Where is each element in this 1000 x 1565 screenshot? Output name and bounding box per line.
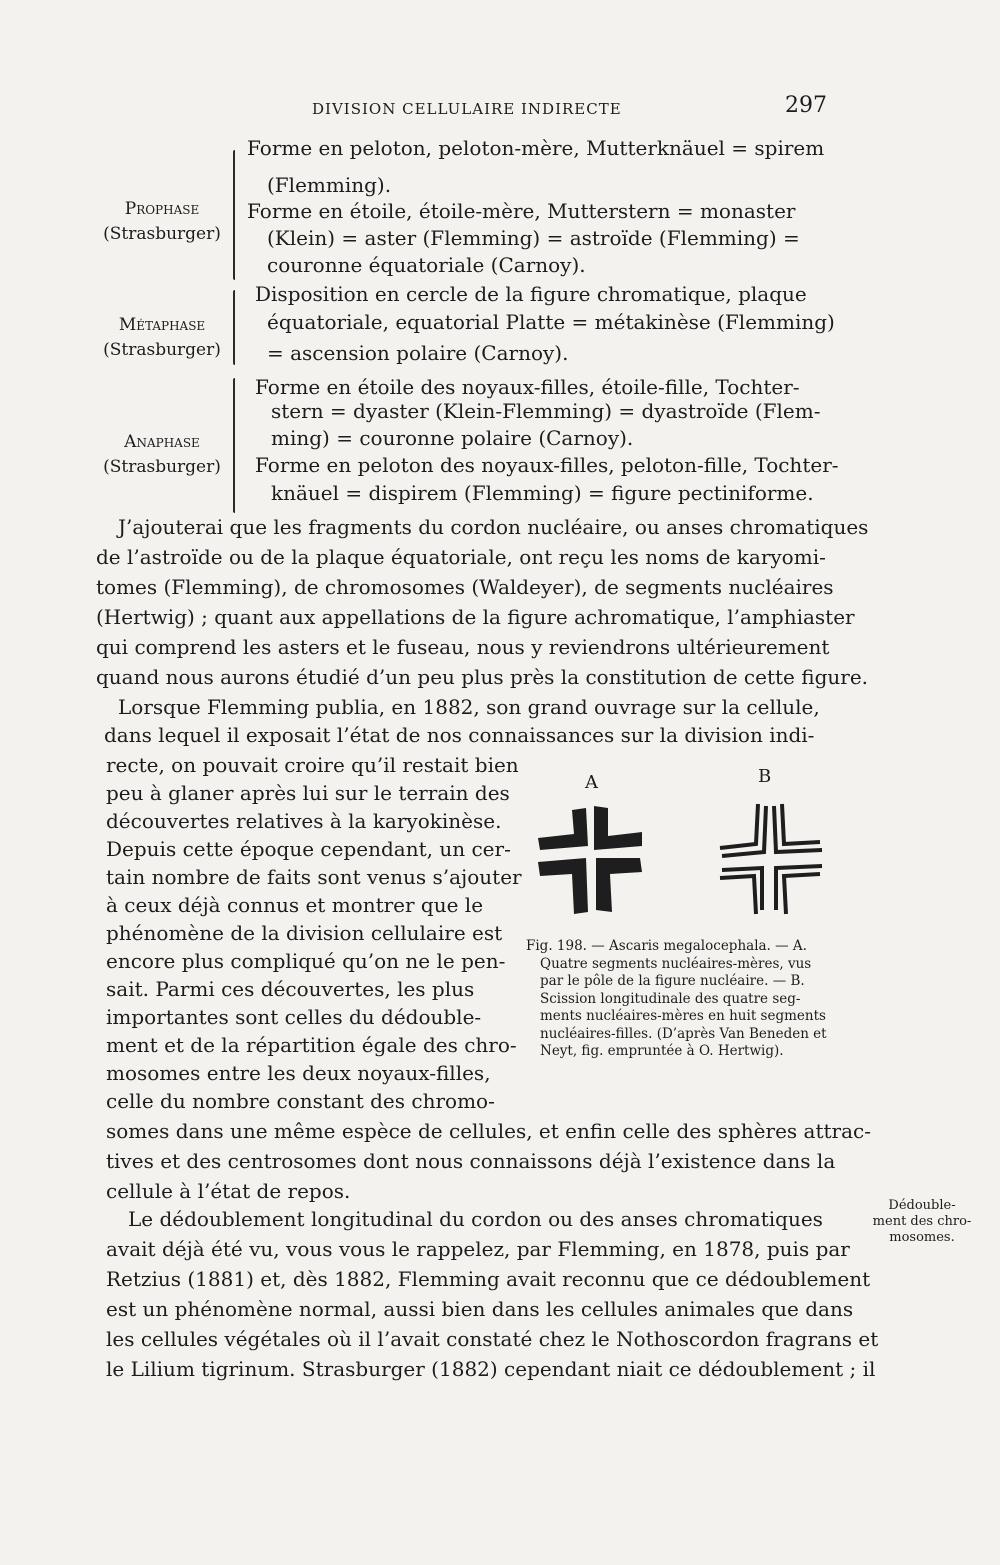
paragraph-line: tives et des centrosomes dont nous connaissons déjà l’existence dans la bbox=[106, 1149, 836, 1173]
figure-label-a: A bbox=[585, 772, 598, 793]
paragraph-line: somes dans une même espèce de cellules, et enfin celle des sphères attrac- bbox=[106, 1119, 871, 1143]
paragraph-line: recte, on pouvait croire qu’il restait bien bbox=[106, 753, 519, 777]
chromosome-b3 bbox=[782, 804, 820, 844]
running-title: DIVISION CELLULAIRE INDIRECTE bbox=[312, 100, 622, 118]
paragraph-line: sait. Parmi ces découvertes, les plus bbox=[106, 977, 475, 1001]
phase-label-metaphase: Métaphase (Strasburger) bbox=[103, 315, 221, 360]
prophase-line: Forme en peloton, peloton-mère, Mutterknäuel = spirem bbox=[247, 136, 825, 160]
paragraph-line: dans lequel il exposait l’état de nos connaissances sur la division indi- bbox=[104, 723, 815, 747]
paragraph-line: encore plus compliqué qu’on ne le pen- bbox=[106, 949, 506, 973]
brace-prophase bbox=[233, 150, 235, 280]
paragraph-line: importantes sont celles du dédouble- bbox=[106, 1005, 482, 1029]
chromosome-b1 bbox=[720, 804, 758, 848]
paragraph-line: tain nombre de faits sont venus s’ajouter bbox=[106, 865, 522, 889]
chromosome-a3 bbox=[538, 858, 588, 914]
anaphase-line: Forme en peloton des noyaux-filles, peloton-fille, Tochter- bbox=[255, 453, 839, 477]
brace-metaphase bbox=[233, 290, 235, 365]
margin-note: Dédouble- ment des chro- mosomes. bbox=[872, 1198, 972, 1245]
metaphase-line: Disposition en cercle de la figure chromatique, plaque bbox=[255, 282, 807, 306]
paragraph-line: phénomène de la division cellulaire est bbox=[106, 921, 503, 945]
paragraph-line: est un phénomène normal, aussi bien dans les cellules animales que dans bbox=[106, 1297, 854, 1321]
paragraph-line: J’ajouterai que les fragments du cordon nucléaire, ou anses chromatiques bbox=[118, 515, 869, 539]
prophase-line: (Flemming). bbox=[267, 173, 392, 197]
page-number: 297 bbox=[785, 93, 827, 118]
chromosome-a4 bbox=[596, 858, 642, 912]
paragraph-line: peu à glaner après lui sur le terrain des bbox=[106, 781, 510, 805]
paragraph-line: Lorsque Flemming publia, en 1882, son grand ouvrage sur la cellule, bbox=[118, 695, 820, 719]
metaphase-line: équatoriale, equatorial Platte = métakinèse (Flemming) bbox=[267, 310, 835, 334]
chromosome-a2 bbox=[594, 806, 642, 850]
metaphase-line: = ascension polaire (Carnoy). bbox=[267, 341, 569, 365]
anaphase-line: ming) = couronne polaire (Carnoy). bbox=[271, 426, 634, 450]
paragraph-line: qui comprend les asters et le fuseau, nous y reviendrons ultérieurement bbox=[96, 635, 830, 659]
prophase-line: couronne équatoriale (Carnoy). bbox=[267, 253, 586, 277]
paragraph-line: tomes (Flemming), de chromosomes (Waldeyer), de segments nucléaires bbox=[96, 575, 834, 599]
paragraph-line: de l’astroïde ou de la plaque équatoriale, ont reçu les noms de karyomi- bbox=[96, 545, 826, 569]
paragraph-line: quand nous aurons étudié d’un peu plus près la constitution de cette figure. bbox=[96, 665, 869, 689]
paragraph-line: Retzius (1881) et, dès 1882, Flemming avait reconnu que ce dédoublement bbox=[106, 1267, 871, 1291]
figure-a-chromosomes bbox=[538, 806, 642, 914]
figure-b-chromosomes bbox=[720, 804, 822, 914]
figure-label-b: B bbox=[758, 766, 772, 787]
paragraph-line: à ceux déjà connus et montrer que le bbox=[106, 893, 484, 917]
paragraph-line: (Hertwig) ; quant aux appellations de la figure achromatique, l’amphiaster bbox=[96, 605, 855, 629]
paragraph-line: le Lilium tigrinum. Strasburger (1882) cependant niait ce dédoublement ; il bbox=[106, 1357, 876, 1381]
figure-caption: Fig. 198. — Ascaris megalocephala. — A. Quatre segments nucléaires-mères, vus par le pôle de la figure nucléaire. — B. Scission longitudinale des quatre seg- ments nucléaires-mères en huit segments nucléaires-filles. (D’après Van Beneden et Neyt, fig. empruntée à O. Hertwig). bbox=[526, 938, 827, 1059]
prophase-line: Forme en étoile, étoile-mère, Mutterstern = monaster bbox=[247, 199, 796, 223]
chromosome-b6 bbox=[720, 876, 756, 914]
paragraph-line: cellule à l’état de repos. bbox=[106, 1179, 351, 1203]
prophase-line: (Klein) = aster (Flemming) = astroïde (Flemming) = bbox=[267, 226, 800, 250]
chromosome-a1 bbox=[538, 808, 588, 850]
paragraph-line: avait déjà été vu, vous vous le rappelez, par Flemming, en 1878, puis par bbox=[106, 1237, 850, 1261]
paragraph-line: Depuis cette époque cependant, un cer- bbox=[106, 837, 511, 861]
paragraph-line: découvertes relatives à la karyokinèse. bbox=[106, 809, 502, 833]
phase-label-prophase: Prophase (Strasburger) bbox=[103, 199, 221, 244]
anaphase-line: stern = dyaster (Klein-Flemming) = dyastroïde (Flem- bbox=[271, 399, 821, 423]
paragraph-line: ment et de la répartition égale des chro- bbox=[106, 1033, 517, 1057]
paragraph-line: les cellules végétales où il l’avait constaté chez le Nothoscordon fragrans et bbox=[106, 1327, 879, 1351]
ascaris-figure bbox=[530, 800, 850, 930]
brace-anaphase bbox=[233, 378, 235, 513]
chromosome-b8 bbox=[784, 874, 820, 914]
phase-label-anaphase: Anaphase (Strasburger) bbox=[103, 432, 221, 477]
paragraph-line: Le dédoublement longitudinal du cordon ou des anses chromatiques bbox=[128, 1207, 823, 1231]
anaphase-line: Forme en étoile des noyaux-filles, étoile-fille, Tochter- bbox=[255, 375, 800, 399]
paragraph-line: mosomes entre les deux noyaux-filles, bbox=[106, 1061, 491, 1085]
paragraph-line: celle du nombre constant des chromo- bbox=[106, 1089, 495, 1113]
anaphase-line: knäuel = dispirem (Flemming) = figure pectiniforme. bbox=[271, 481, 814, 505]
